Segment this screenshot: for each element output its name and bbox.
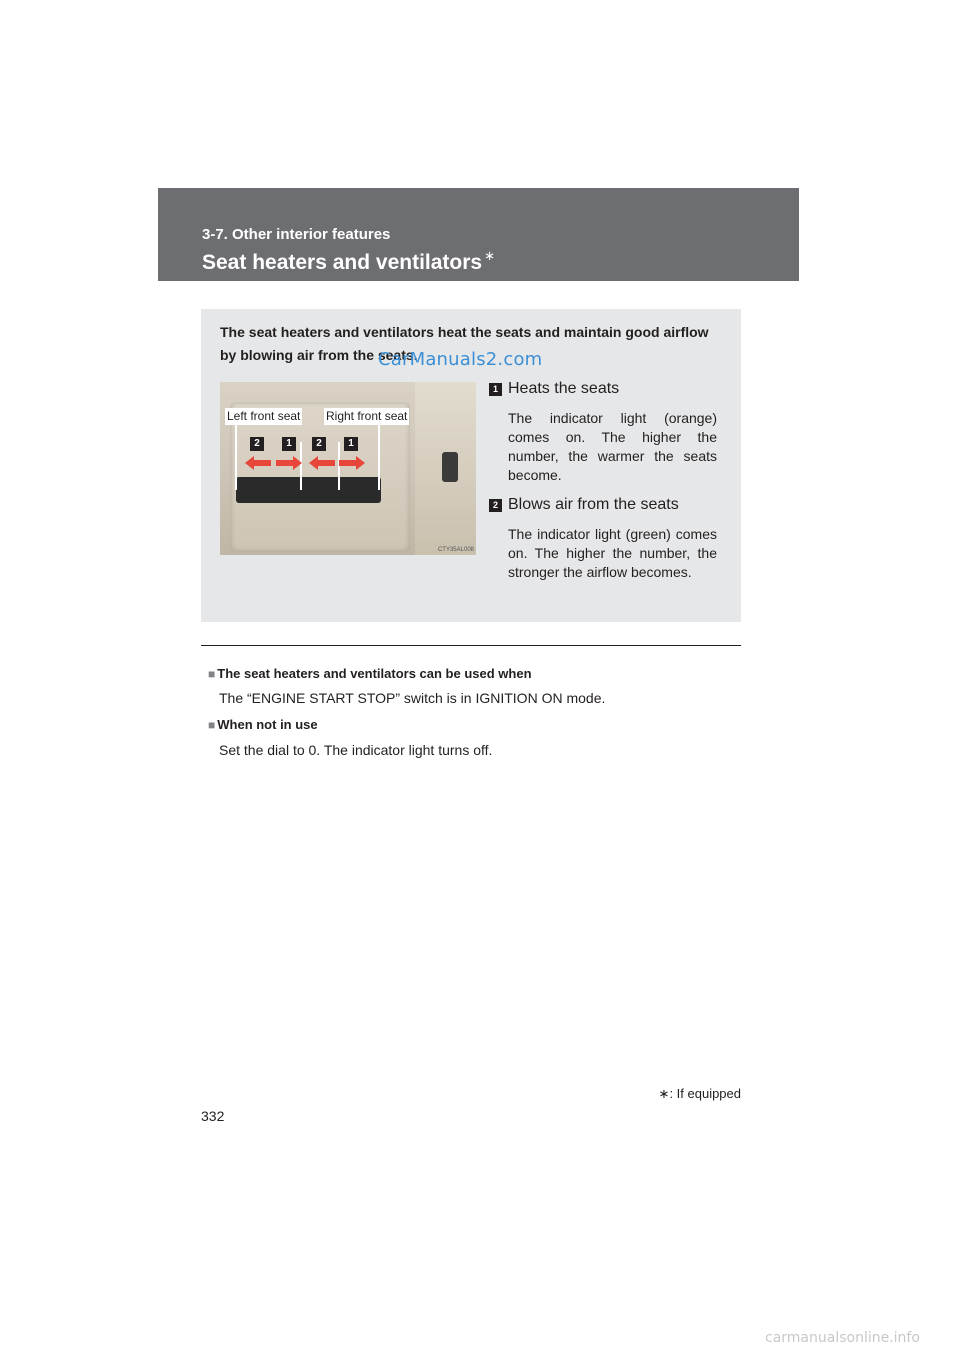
equipped-mark: ∗ [484,248,496,263]
section-label: 3-7. Other interior features [202,226,391,243]
seat-switch-photo [220,382,476,555]
item-title: Blows air from the seats [508,496,679,513]
switch-strip [236,477,381,503]
section-divider [201,645,741,646]
arrow-right-icon [276,456,302,470]
page-title-text: Seat heaters and ventilators [202,251,483,274]
tag-2-right: 2 [312,437,326,451]
item-description: The indicator light (green) comes on. The higher the number, the stronger the airflow becomes. [508,526,717,580]
leader-line-left [235,425,237,490]
note-body: The “ENGINE START STOP” switch is in IGNITION ON mode. [219,690,606,706]
console-knob [442,452,458,482]
note-heading [208,717,318,732]
tag-1-right: 1 [344,437,358,451]
item-title: Heats the seats [508,380,620,397]
square-bullet-icon: ■ [208,718,216,732]
left-front-seat-label: Left front seat [227,409,301,423]
watermark: CarManuals2.com [378,349,543,370]
note-heading-text: The seat heaters and ventilators can be used when [217,666,532,681]
footnote: ∗: If equipped [658,1086,741,1101]
note-body: Set the dial to 0. The indicator light turns off. [219,742,493,758]
item-number-badge: 1 [489,383,502,396]
note-heading [208,666,532,681]
page-title [202,248,495,275]
photo-code: CTY35AL008 [437,547,474,553]
header-band [158,188,799,281]
leader-line-right [378,425,380,490]
right-front-seat-label: Right front seat [326,409,408,423]
item-description: The indicator light (orange) comes on. The higher the number, the warmer the seats become. [508,410,717,483]
item-number-badge: 2 [489,499,502,512]
arrow-right-icon [339,456,365,470]
square-bullet-icon: ■ [208,667,216,681]
intro-text: The seat heaters and ventilators heat the seats and maintain good airflow by blowing air from the seats. [220,324,709,363]
site-watermark: carmanualsonline.info [765,1330,920,1346]
tag-1-left: 1 [282,437,296,451]
arrow-left-icon [309,456,335,470]
page-number: 332 [201,1108,225,1124]
arrow-left-icon [245,456,271,470]
note-heading-text: When not in use [217,717,318,732]
intro-box [201,309,741,622]
tag-2-left: 2 [250,437,264,451]
